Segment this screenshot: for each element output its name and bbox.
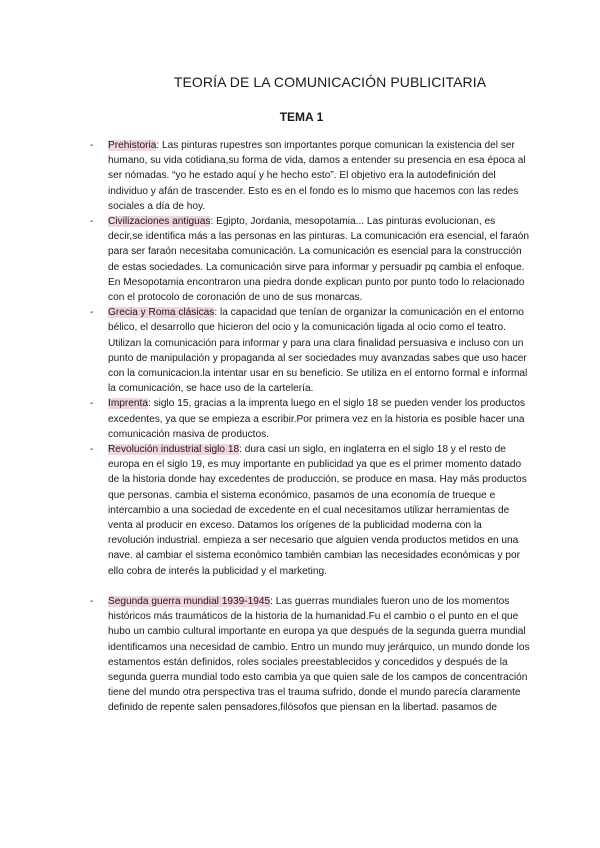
list-item bbox=[90, 442, 530, 579]
list-item bbox=[90, 305, 530, 396]
topic-term: Segunda guerra mundial 1939-1945 bbox=[108, 595, 271, 607]
topic-term: Revolución industrial siglo 18 bbox=[108, 444, 240, 456]
list-item bbox=[90, 214, 530, 305]
list-item bbox=[90, 594, 530, 716]
topic-text: : la capacidad que tenían de organizar la comunicación en el entorno bélico, el desarrollo que hicieron del ocio y la comunicación ligada al ocio como el teatro. Utilizan la comunicación para informar y para una clara finalidad persuasiva e incluso con un punto de manipulación y propaganda al ser sociedades muy avanzadas sabes que uso hacer con la comunicacion.la intentar usar en su beneficio. Se utiliza en el entorno formal e informal la comunicación, se hace uso de la cartelería. bbox=[108, 307, 528, 395]
bullet-dash: - bbox=[90, 398, 94, 410]
list-item bbox=[90, 138, 530, 214]
document-title: TEORÍA DE LA COMUNICACIÓN PUBLICITARIA bbox=[173, 74, 487, 90]
bullet-dash: - bbox=[90, 307, 94, 319]
topic-term: Prehistoria bbox=[108, 140, 157, 151]
topic-text: : Egipto, Jordania, mesopotamia... Las pinturas evolucionan, es decir,se identifica más a las personas en las pinturas. La comunicación era esencial, el faraón para ser faraón necesitaba comunicación. La comunicación es esencial para la construcción de estas sociedades. La comunicación sirve para informar y persuadir pq cambia el enfoque. En Mesopotamia encontraron una piedra donde explican punto por punto todo lo relacionado con el protocolo de coronación de uno de sus monarcas. bbox=[108, 216, 529, 304]
topic-text: : siglo 15, gracias a la imprenta luego en el siglo 18 se pueden vender los productos excedentes, ya que se empieza a escribir.Por primera vez en la historia es posible hacer una comunicación masiva de productos. bbox=[108, 398, 526, 440]
topic-term: Grecia y Roma clásicas bbox=[108, 307, 215, 319]
bullet-dash: - bbox=[90, 444, 94, 456]
topic-term: Civilizaciones antiguas bbox=[108, 216, 211, 228]
topic-text: : Las guerras mundiales fueron uno de los momentos históricos más traumáticos de la historia de la humanidad.Fu el cambio o el punto en el que hubo un cambio cultural importante en europa ya que después de la segunda guerra mundial identificamos una necesidad de cambio. Entro un mundo muy jerárquico, un mundo donde los estamentos están definidos, roles sociales preestablecidos y concedidos y después de la segunda guerra mundial todo esto cambia ya que quien sale de los campos de concentración tiene del mundo otra perspectiva tras el trauma sufrido, donde el mundo parecía claramente definido de repente salen pensadores,filósofos que piensan en la libertad. pasamos de bbox=[108, 595, 530, 714]
topic-text: : dura casi un siglo, en inglaterra en el siglo 18 y el resto de europa en el siglo 19, es muy importante en publicidad ya que es el primer momento datado de la historia donde hay excedentes de producción, se produce en masa. Hay más productos que personas. cambia el sistema económico, pasamos de una economía de trueque e intercambio a una sociedad de excedente en el cual necesitamos utilizar herramientas de venta al producir en exceso. Datamos los orígenes de la publicidad moderna con la revolución industrial. empieza a ser necesario que alguien venda productos metidos en una nave. al cambiar el sistema económico también cambian las necesidades económicas y por ello cobra de interés la publicidad y el marketing. bbox=[108, 444, 527, 577]
topic-text: : Las pinturas rupestres son importantes porque comunican la existencia del ser humano, su vida cotidiana,su forma de vida, darnos a entender su presencia en esa época al ser nómadas. “yo he estado aquí y he hecho esto”. El objetivo era la autodefinición del individuo y afán de trascender. Esto es en el fondo es lo mismo que hacemos con las redes sociales a día de hoy. bbox=[108, 140, 526, 212]
bullet-dash: - bbox=[90, 595, 94, 607]
topic-list bbox=[90, 138, 530, 716]
list-item bbox=[90, 396, 530, 442]
bullet-dash: - bbox=[90, 140, 94, 151]
topic-term: Imprenta bbox=[108, 398, 148, 410]
bullet-dash: - bbox=[90, 216, 94, 228]
document-subtitle: TEMA 1 bbox=[279, 110, 324, 124]
